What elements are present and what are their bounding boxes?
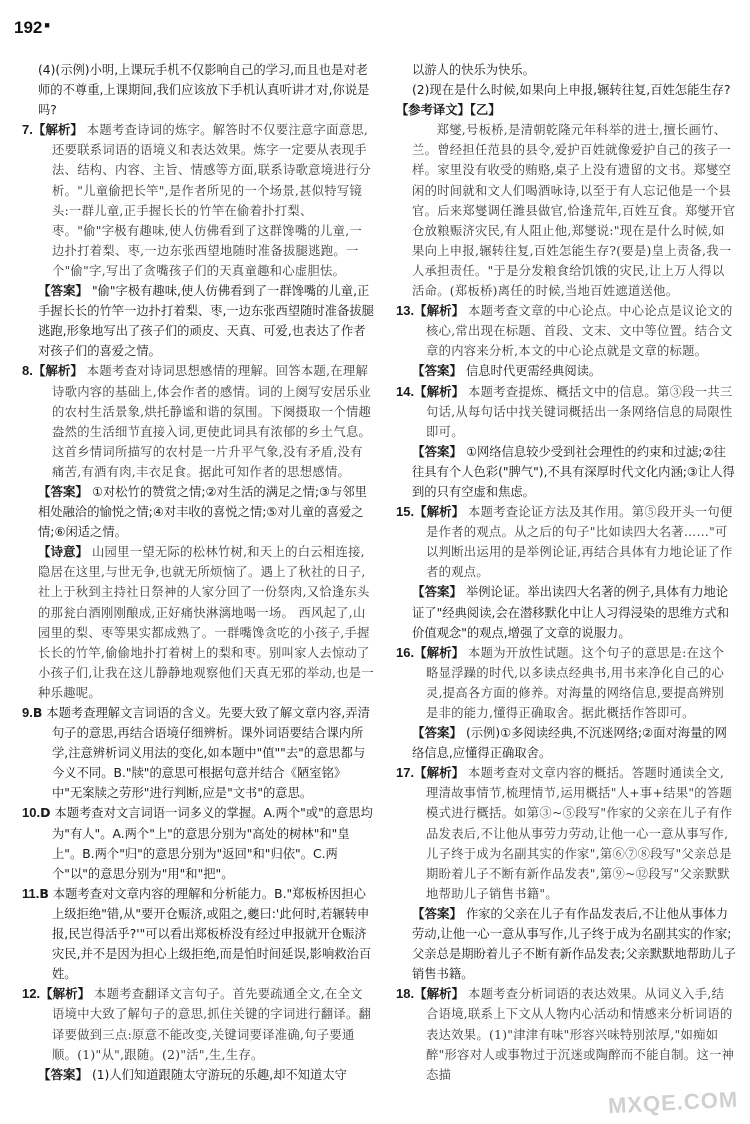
left-column — [22, 60, 374, 1116]
item-tag: 【解析】 — [414, 986, 465, 1002]
item-text: 举例论证。举出读四大名著的例子,具体有力地论证了"经典阅读,会在潜移默化中让人习得浸染的思维方式和价值观念"的观点,增强了文章的说服力。 — [412, 585, 729, 640]
answer-item — [22, 884, 374, 984]
right-column — [396, 60, 736, 1116]
item-text: ①网络信息较少受到社会理性的约束和过滤;②往往具有个人色彩("脾气"),不具有深厚时代文化内涵;③让人得到的只有空虚和焦虑。 — [412, 444, 735, 499]
item-number: 14. — [396, 383, 415, 399]
answer-block — [396, 442, 736, 502]
item-number: 17. — [396, 765, 415, 781]
heading-label: 【参考译文】【乙】 — [396, 103, 501, 118]
answer-item — [396, 984, 736, 1084]
answer-block — [22, 482, 374, 542]
item-text: 以游人的快乐为快乐。 — [412, 63, 535, 77]
item-text: ①对松竹的赞赏之情;②对生活的满足之情;③与邻里相处融洽的愉悦之情;④对丰收的喜悦之情;⑤对儿童的喜爱之情;⑥闲适之情。 — [38, 484, 367, 540]
answer-block — [22, 1065, 374, 1085]
answer-block — [22, 281, 374, 361]
text-paragraph — [22, 60, 374, 120]
item-text: 本题考查翻译文言句子。首先要疏通全文,在全文语境中大致了解句子的意思,抓住关键的字词进行翻译。翻译要做到三点:原意不能改变,关键词要译准确,句子要通顺。(1)"从",跟随。(2)"活",生,生存。 — [52, 987, 372, 1062]
page-marker: ■ — [44, 20, 50, 30]
section-heading — [396, 100, 736, 120]
item-number: 9. — [22, 705, 33, 720]
answer-block — [396, 582, 736, 642]
answer-item — [396, 643, 736, 723]
item-tag: B — [39, 885, 49, 901]
item-text: 本题考查对文言词语一词多义的掌握。A.两个"或"的意思均为"有人"。A.两个"上"的意思分别为"高处的树林"和"皇上"。B.两个"归"的意思分别为"返回"和"归依"。C.两个"以"的意思分别为"用"和"把"。 — [52, 806, 373, 881]
answer-block — [396, 723, 736, 763]
item-tag: 【解析】 — [40, 986, 91, 1002]
item-text: 本题考查对诗词思想感情的理解。回答本题,在理解诗歌内容的基础上,体会作者的感情。词的上阕写安居乐业的农村生活景象,烘托静谧和谐的氛围。下阕摄取一个情趣盎然的生活细节直接入词,更使此词具有浓郁的乡土气息。这首乡情词所描写的农村是一片升平气象,没有矛盾,没有痛苦,有酒有肉,丰衣足食。据此可知作者的思想感情。 — [52, 364, 372, 479]
item-text: (示例)①多阅读经典,不沉迷网络;②面对海量的网络信息,应懂得正确取舍。 — [412, 726, 727, 761]
item-tag: 【答案】 — [38, 283, 89, 299]
item-text: 本题考查分析词语的表达效果。从词义入手,结合语境,联系上下文从人物内心活动和情感来分析词语的表达效果。(1)"津津有味"形容兴味特别浓厚,"如痴如醉"形容对人或事物过于沉迷或陶醉而不能自制。这一神态描 — [426, 987, 735, 1082]
item-tag: B — [32, 705, 43, 720]
item-text: 本题为开放性试题。这个句子的意思是:在这个略显浮躁的时代,以多读点经典书,用书来净化自己的心灵,提高各方面的修养。对海量的网络信息,要提高辨别是非的能力,懂得正确取舍。据此概括作答即可。 — [426, 645, 725, 720]
item-number: 13. — [396, 303, 415, 319]
item-tag: 【解析】 — [414, 765, 465, 781]
item-text: 本题考查提炼、概括文中的信息。第③段一共三句话,从每句话中找关键词概括出一条网络信息的局限性即可。 — [426, 384, 733, 439]
item-tag: 【解析】 — [414, 644, 465, 660]
answer-item — [22, 803, 374, 883]
item-text: 山园里一望无际的松林竹树,和天上的白云相连接,隐居在这里,与世无争,也就无所烦恼了。遇上了秋社的日子,社上于秋到主持社日祭神的人家分回了一份祭肉,又恰逢东头的那瓮白酒刚刚酿成,正好痛快淋漓地喝一场。 西风起了,山园里的梨、枣等果实都成熟了。一群嘴馋贪吃的小孩子,手握长长的竹竿,偷偷地扑打着树上的梨和枣。别叫家人去惊动了小孩子们,让我在这儿静静地观察他们天真无邪的举动,也是一种乐趣呢。 — [38, 545, 374, 700]
answer-item — [396, 502, 736, 582]
item-tag: 【答案】 — [412, 725, 463, 741]
item-text: (2)现在是什么时候,如果向上申报,辗转往复,百姓怎能生存? — [412, 83, 731, 98]
text-paragraph — [396, 120, 736, 301]
item-text: 作家的父亲在儿子有作品发表后,不让他从事体力劳动,让他一心一意从事写作,儿子终于成为名副其实的作家;父亲总是期盼着儿子不断有新作品发表;父亲默默地帮助儿子销售书籍。 — [412, 906, 736, 982]
item-number: 11. — [22, 885, 40, 901]
item-tag: 【答案】 — [412, 905, 463, 921]
answer-block — [396, 904, 736, 984]
item-text: 本题考查对文章内容的理解和分析能力。B."郑板桥因担心上级拒绝"错,从"要开仓赈济,或阻之,夔曰:'此何时,若辗转申报,民岂得活乎?'"可以看出郑板桥没有经过申报就开仓赈济灾民,并不是因为担心上级拒绝,而是怕时间延误,影响救治百姓。 — [52, 886, 372, 982]
item-text: "偷"字极有趣味,使人仿佛看到了一群馋嘴的儿童,正手握长长的竹竿一边扑打着梨、枣,一边东张西望随时准备拔腿逃跑,形象地写出了孩子们的顽皮、天真、可爱,也表达了作者对孩子们的喜爱之情。 — [38, 284, 374, 359]
item-tag: 【解析】 — [414, 303, 465, 319]
answer-block — [22, 542, 374, 703]
item-tag: D — [40, 805, 51, 821]
item-text: 信息时代更需经典阅读。 — [465, 364, 602, 379]
text-paragraph — [396, 60, 736, 80]
page-number: 192 ■ — [14, 18, 50, 37]
item-text: 郑燮,号板桥,是清朝乾隆元年科举的进士,擅长画竹、兰。曾经担任范县的县令,爱护百姓就像爱护自己的孩子一样。家里没有收受的贿赂,桌子上没有遗留的文书。郑燮空闲的时间就和文人们喝酒咏诗,以至于有人忘记他是一个县官。后来郑燮调任潍县做官,恰逢荒年,百姓互食。郑燮开官仓放粮赈济灾民,有人阻止他,郑燮说:"现在是什么时候,如果向上申报,辗转往复,百姓怎能生存?(要是)皇上责备,我一人承担责任。"于是分发粮食给饥饿的灾民,让上万人得以活命。(郑板桥)离任的时候,当地百姓遮道送他。 — [412, 123, 736, 299]
answer-item — [22, 361, 374, 482]
item-number: 7. — [22, 122, 33, 138]
item-tag: 【解析】 — [414, 504, 465, 520]
item-tag: 【诗意】 — [38, 544, 89, 560]
item-text: 本题考查论证方法及其作用。第⑤段开头一句便是作者的观点。从之后的句子"比如读四大名著……"可以判断出运用的是举例论证,再结合具体有力地论证了作者的观点。 — [426, 505, 733, 580]
item-number: 10. — [22, 805, 41, 821]
item-text: 本题考查理解文言词语的含义。先要大致了解文章内容,弄清句子的意思,再结合语境仔细辨析。课外词语要结合课内所学,注意辨析词义用法的变化,如本题中"值""去"的意思都与今义不同。B."牍"的意思可根据句意并结合《陋室铭》中"无案牍之劳形"进行判断,应是"文书"的意思。 — [46, 706, 370, 801]
site-watermark: MXQE.COM — [607, 1086, 739, 1119]
answer-item — [396, 301, 736, 361]
item-tag: 【答案】 — [412, 443, 463, 459]
item-number: 18. — [396, 986, 415, 1002]
item-tag: 【答案】 — [38, 483, 89, 499]
item-tag: 【解析】 — [414, 383, 465, 399]
item-tag: 【答案】 — [412, 584, 463, 600]
answer-item — [396, 763, 736, 904]
answer-item — [22, 120, 374, 281]
text-paragraph — [396, 80, 736, 100]
item-tag: 【答案】 — [412, 363, 463, 379]
item-number: 15. — [396, 504, 415, 520]
item-text: 本题考查对文章内容的概括。答题时通读全文,理清故事情节,梳理情节,运用概括"人+事+结果"的答题模式进行概括。如第③~⑤段写"作家的父亲在儿子有作品发表后,不让他从事劳力劳动,让他一心一意从事写作,儿子终于成为名副其实的作家",第⑥⑦⑧段写"父亲总是期盼着儿子不断有新作品发表",第⑨~⑫段写"父亲默默地帮助儿子销售书籍"。 — [426, 766, 733, 901]
answer-item — [396, 382, 736, 442]
item-text: (4)(示例)小明,上课玩手机不仅影响自己的学习,而且也是对老师的不尊重,上课期间,我们应该放下手机认真听讲才对,你说是吗? — [38, 63, 370, 118]
item-tag: 【答案】 — [38, 1066, 89, 1082]
answer-block — [396, 361, 736, 381]
answer-item — [22, 703, 374, 803]
item-number: 8. — [22, 363, 33, 379]
item-text: (1)人们知道跟随太守游玩的乐趣,却不知道太守 — [91, 1067, 347, 1082]
answer-item — [22, 984, 374, 1064]
item-tag: 【解析】 — [32, 363, 83, 379]
item-number: 12. — [22, 986, 41, 1002]
item-number: 16. — [396, 644, 415, 660]
item-text: 本题考查文章的中心论点。中心论点是议论文的核心,常出现在标题、首段、文末、文中等位置。结合文章的内容来分析,本文的中心论点就是文章的标题。 — [426, 304, 733, 359]
item-text: 本题考查诗词的炼字。解答时不仅要注意字面意思,还要联系词语的语境义和表达效果。炼字一定要从表现手法、结构、内容、主旨、情感等方面,联系诗歌意境进行分析。"儿童偷把长竿",是作者所见的一个场景,甚似特写镜头:一群儿童,正手握长长的竹竿在偷着扑打梨、枣。"偷"字极有趣味,使人仿佛看到了这群馋嘴的儿童,一边扑打着梨、枣,一边东张西望地随时准备拔腿逃跑。一个"偷"字,写出了贪嘴孩子们的天真童趣和心虚胆怯。 — [52, 123, 372, 278]
item-tag: 【解析】 — [32, 122, 83, 138]
